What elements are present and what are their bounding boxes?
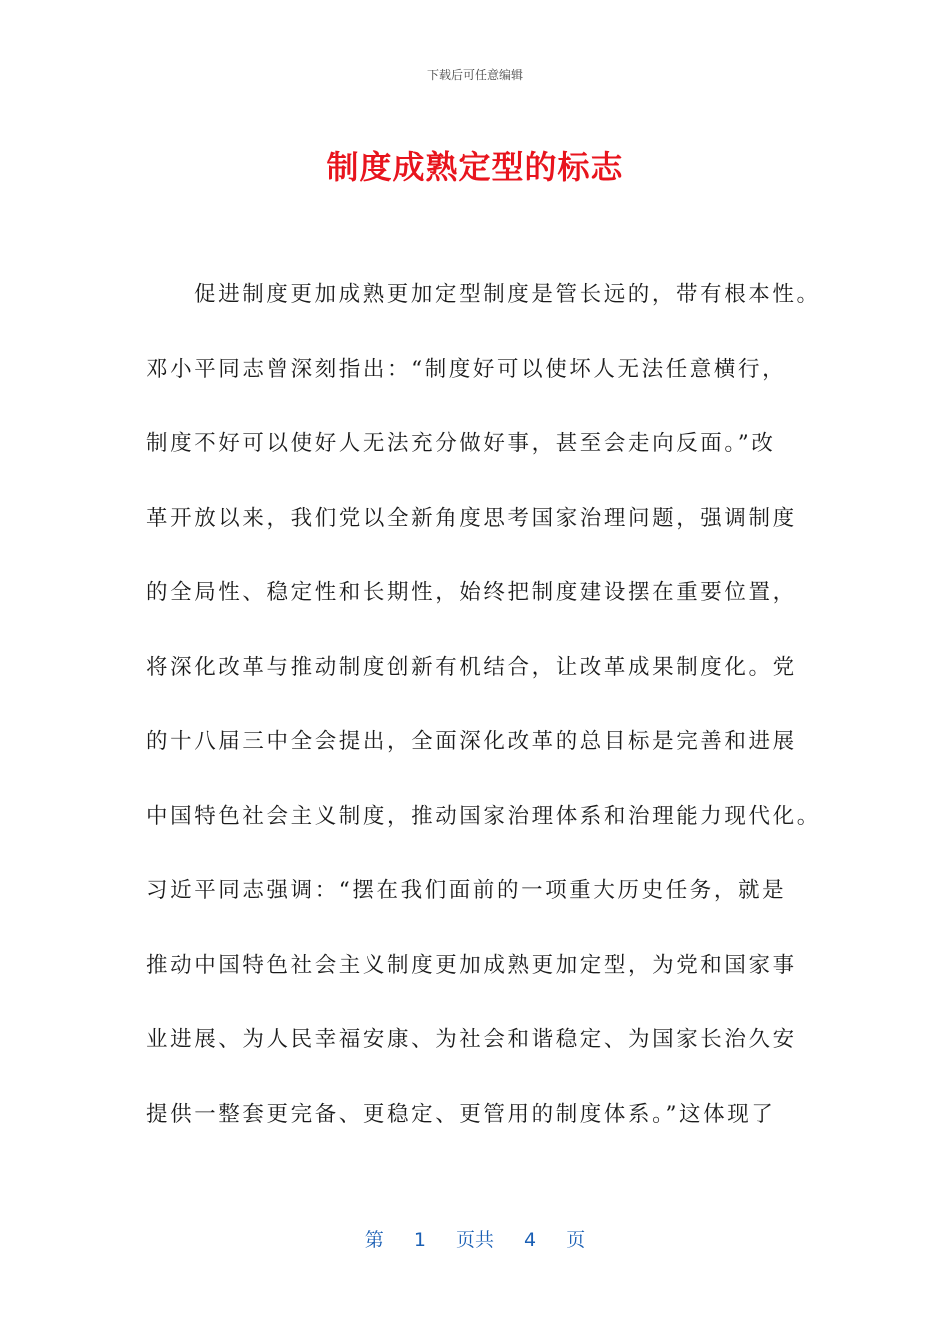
page-number-footer bbox=[0, 1225, 950, 1252]
paragraph-line: 的全局性、稳定性和长期性，始终把制度建设摆在重要位置， bbox=[146, 580, 797, 605]
paragraph-line: 业进展、为人民幸福安康、为社会和谐稳定、为国家长治久安 bbox=[146, 1027, 797, 1052]
paragraph-line: 的十八届三中全会提出，全面深化改革的总目标是完善和进展 bbox=[146, 729, 797, 754]
document-body bbox=[146, 258, 821, 1152]
paragraph-line: 提供一整套更完备、更稳定、更管用的制度体系。”这体现了 bbox=[146, 1101, 776, 1127]
paragraph-line: 革开放以来，我们党以全新角度思考国家治理问题，强调制度 bbox=[146, 505, 797, 531]
page-header-note: 下载后可任意编辑 bbox=[426, 68, 523, 82]
footer-middle: 页共 bbox=[455, 1229, 494, 1251]
footer-suffix: 页 bbox=[566, 1229, 586, 1251]
paragraph-line: 制度不好可以使好人无法充分做好事，甚至会走向反面。”改 bbox=[146, 431, 776, 456]
paragraph-line: 促进制度更加成熟更加定型制度是管长远的，带有根本性。 bbox=[194, 282, 821, 307]
current-page-number: 1 bbox=[413, 1229, 426, 1251]
paragraph-line: 推动中国特色社会主义制度更加成熟更加定型，为党和国家事 bbox=[146, 952, 797, 978]
document-title: 制度成熟定型的标志 bbox=[326, 148, 624, 186]
paragraph-line: 中国特色社会主义制度，推动国家治理体系和治理能力现代化。 bbox=[146, 803, 821, 829]
paragraph-line: 邓小平同志曾深刻指出：“制度好可以使坏人无法任意横行， bbox=[146, 356, 787, 382]
paragraph-line: 习近平同志强调：“摆在我们面前的一项重大历史任务，就是 bbox=[146, 878, 787, 903]
footer-prefix: 第 bbox=[364, 1229, 384, 1251]
paragraph-line: 将深化改革与推动制度创新有机结合，让改革成果制度化。党 bbox=[146, 654, 797, 680]
total-pages-number: 4 bbox=[524, 1229, 537, 1251]
